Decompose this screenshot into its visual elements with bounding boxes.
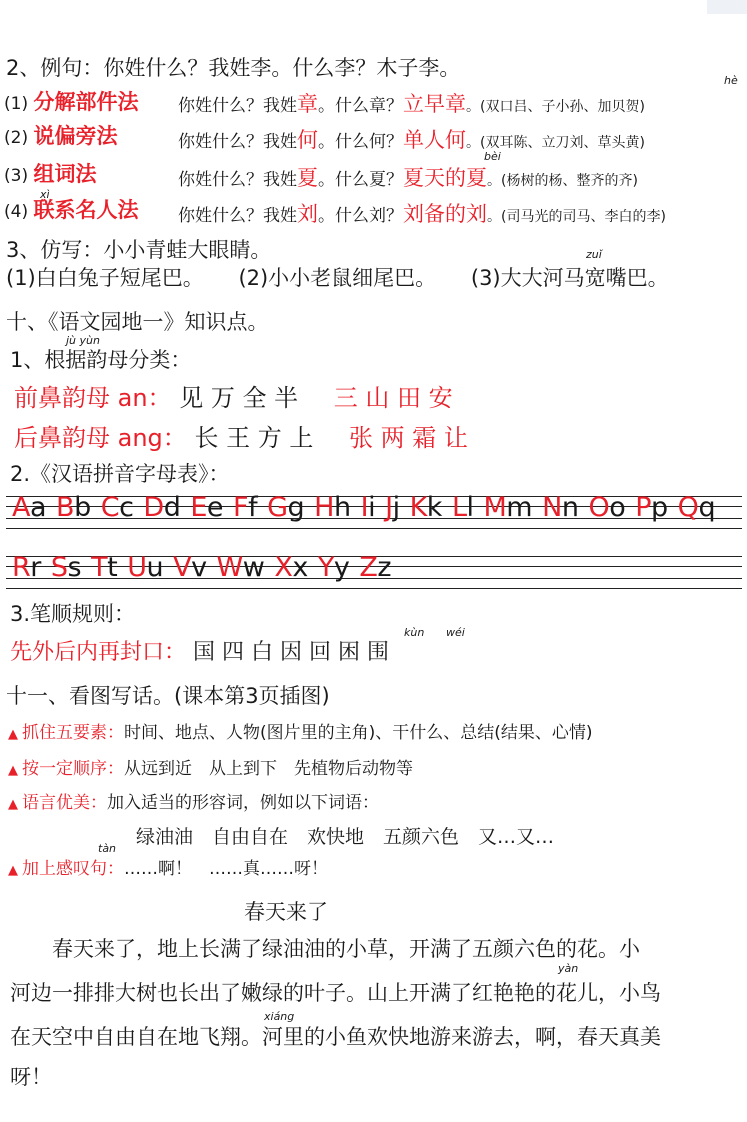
triangle-icon: ▲ bbox=[8, 863, 18, 878]
alphabet-capital: T bbox=[91, 552, 108, 583]
imitate-heading: 3、仿写：小小青蛙大眼睛。 bbox=[6, 238, 272, 262]
alphabet-capital: S bbox=[50, 552, 68, 583]
alphabet-row-1 bbox=[6, 490, 742, 530]
essay-line: 在天空中自由自在地飞翔。河里的小鱼欢快地游来游去，啊，春天真美 bbox=[10, 1025, 661, 1049]
classify-heading: 1、根据韵母分类： bbox=[10, 348, 192, 372]
alphabet-capital: G bbox=[267, 492, 288, 523]
method-question: 你姓什么？我姓 bbox=[178, 96, 297, 116]
method-question-2: 。什么夏？ bbox=[318, 170, 403, 190]
method-sentence bbox=[178, 126, 645, 154]
method-answer: 夏天的夏 bbox=[403, 166, 487, 190]
triangle-icon: ▲ bbox=[8, 797, 18, 812]
method-note: 。(司马光的司马、李白的李) bbox=[487, 209, 666, 225]
pinyin-bei: bèi bbox=[484, 150, 501, 163]
imitate-item: (3)大大河马宽嘴巴。 bbox=[470, 266, 669, 290]
back-nasal-code: ang： bbox=[117, 424, 187, 452]
front-nasal-code: an： bbox=[117, 384, 172, 412]
alphabet-capital: B bbox=[56, 492, 75, 523]
method-char: 章 bbox=[297, 92, 318, 116]
method-answer: 刘备的刘 bbox=[403, 202, 487, 226]
word-list: 绿油油 自由自在 欢快地 五颜六色 又…又… bbox=[136, 826, 555, 848]
method-sentence bbox=[178, 164, 638, 192]
alphabet-capital: X bbox=[274, 552, 293, 583]
tip-row bbox=[8, 758, 413, 782]
alphabet-capital: O bbox=[588, 492, 610, 523]
back-nasal-row bbox=[14, 422, 468, 454]
method-num: (2) bbox=[4, 128, 29, 148]
alphabet-capital: Q bbox=[677, 492, 699, 523]
alphabet-lower: c bbox=[119, 492, 134, 523]
tip-label: 按一定顺序： bbox=[22, 759, 124, 779]
back-nasal-label: 后鼻韵母 bbox=[14, 424, 110, 452]
method-row bbox=[4, 196, 139, 224]
alphabet-capital: K bbox=[409, 492, 427, 523]
method-char: 何 bbox=[297, 128, 318, 152]
method-answer: 立早章 bbox=[403, 92, 466, 116]
tip-text: ……啊！ ……真……呀！ bbox=[124, 859, 328, 879]
alphabet-lower: r bbox=[30, 552, 41, 583]
triangle-icon: ▲ bbox=[8, 727, 18, 742]
alphabet-capital: Y bbox=[317, 552, 334, 583]
alphabet-capital: E bbox=[190, 492, 207, 523]
alphabet-capital: A bbox=[12, 492, 30, 523]
alphabet-lower: o bbox=[609, 492, 626, 523]
method-question: 你姓什么？我姓 bbox=[178, 170, 297, 190]
page-corner bbox=[707, 0, 747, 14]
method-name: 组词法 bbox=[33, 162, 97, 186]
alphabet-lower: t bbox=[107, 552, 118, 583]
pinyin-ju-yun: jù yùn bbox=[66, 334, 100, 347]
alphabet-capital: I bbox=[360, 492, 369, 523]
front-nasal-answers: 三 山 田 安 bbox=[333, 384, 453, 412]
alphabet-capital: F bbox=[233, 492, 249, 523]
alphabet-letters-1 bbox=[12, 492, 725, 524]
stroke-heading: 3.笔顺规则： bbox=[10, 602, 136, 626]
triangle-icon: ▲ bbox=[8, 763, 18, 778]
alphabet-lower: y bbox=[333, 552, 350, 583]
tip-text: 加入适当的形容词，例如以下词语： bbox=[107, 793, 379, 813]
method-question: 你姓什么？我姓 bbox=[178, 206, 297, 226]
method-row bbox=[4, 122, 118, 150]
method-name: 说偏旁法 bbox=[33, 124, 118, 148]
alphabet-lower: u bbox=[146, 552, 164, 583]
stroke-rule: 先外后内再封口： bbox=[10, 640, 187, 665]
stroke-examples: 国 四 白 因 回 困 围 bbox=[193, 640, 389, 665]
method-question-2: 。什么刘？ bbox=[318, 206, 403, 226]
imitate-line bbox=[6, 264, 669, 292]
alphabet-lower: j bbox=[392, 492, 400, 523]
alphabet-letters-2 bbox=[12, 552, 401, 584]
method-note: 。(双口吕、子小孙、加贝贺) bbox=[466, 99, 645, 115]
pinyin-kun: kùn bbox=[404, 626, 425, 639]
tip-row bbox=[8, 792, 379, 816]
essay-line: 河边一排排大树也长出了嫩绿的叶子。山上开满了红艳艳的花儿，小鸟 bbox=[10, 981, 661, 1005]
method-question-2: 。什么何？ bbox=[318, 132, 403, 152]
pinyin-he: hè bbox=[724, 74, 738, 87]
alphabet-lower: g bbox=[287, 492, 305, 523]
alphabet-capital: V bbox=[173, 552, 192, 583]
alphabet-capital: C bbox=[100, 492, 120, 523]
alphabet-lower: i bbox=[368, 492, 376, 523]
method-name: 联系名人法 bbox=[33, 198, 139, 222]
alphabet-capital: J bbox=[385, 492, 393, 523]
pinyin-yan: yàn bbox=[558, 962, 579, 975]
alphabet-lower: f bbox=[248, 492, 258, 523]
back-nasal-examples: 长 王 方 上 bbox=[194, 424, 314, 452]
alphabet-lower: q bbox=[698, 492, 716, 523]
method-note: 。(杨树的杨、整齐的齐) bbox=[487, 173, 638, 189]
pinyin-zui: zuǐ bbox=[586, 248, 602, 261]
alphabet-capital: M bbox=[483, 492, 507, 523]
alphabet-lower: w bbox=[242, 552, 265, 583]
essay-line: 春天来了，地上长满了绿油油的小草，开满了五颜六色的花。小 bbox=[10, 937, 640, 961]
alphabet-capital: Z bbox=[359, 552, 378, 583]
alphabet-capital: D bbox=[143, 492, 164, 523]
alphabet-capital: P bbox=[635, 492, 652, 523]
alphabet-capital: L bbox=[451, 492, 467, 523]
method-num: (1) bbox=[4, 94, 29, 114]
imitate-item: (2)小小老鼠细尾巴。 bbox=[238, 266, 437, 290]
back-nasal-answers: 张 两 霜 让 bbox=[348, 424, 468, 452]
tip-label: 语言优美： bbox=[22, 793, 107, 813]
section-ten-heading: 十、《语文园地一》知识点。 bbox=[6, 310, 269, 334]
pinyin-tan: tàn bbox=[98, 842, 117, 855]
front-nasal-examples: 见 万 全 半 bbox=[179, 384, 299, 412]
method-char: 刘 bbox=[297, 202, 318, 226]
alphabet-capital: W bbox=[216, 552, 243, 583]
method-row bbox=[4, 88, 139, 116]
section-eleven-heading: 十一、看图写话。(课本第3页插图) bbox=[6, 684, 330, 708]
tip-row bbox=[8, 858, 328, 882]
example-heading: 2、例句：你姓什么？我姓李。什么李？木子李。 bbox=[6, 56, 461, 80]
tip-text: 从远到近 从上到下 先植物后动物等 bbox=[124, 759, 413, 779]
method-num: (3) bbox=[4, 166, 29, 186]
method-char: 夏 bbox=[297, 166, 318, 190]
alphabet-lower: s bbox=[67, 552, 82, 583]
alphabet-lower: a bbox=[29, 492, 47, 523]
method-num: (4) bbox=[4, 202, 29, 222]
alphabet-lower: b bbox=[74, 492, 91, 523]
method-note: 。(双耳陈、立刀刘、草头黄) bbox=[466, 135, 645, 151]
alphabet-lower: e bbox=[206, 492, 224, 523]
alphabet-capital: H bbox=[314, 492, 334, 523]
front-nasal-label: 前鼻韵母 bbox=[14, 384, 110, 412]
alphabet-capital: R bbox=[12, 552, 31, 583]
tip-label: 抓住五要素： bbox=[22, 723, 124, 743]
alphabet-lower: p bbox=[651, 492, 668, 523]
stroke-rule-row bbox=[10, 638, 389, 668]
alphabet-lower: m bbox=[506, 492, 533, 523]
pinyin-xiang: xiáng bbox=[264, 1010, 295, 1023]
alphabet-heading: 2.《汉语拼音字母表》： bbox=[10, 462, 230, 486]
alphabet-lower: n bbox=[561, 492, 579, 523]
alphabet-lower: k bbox=[426, 492, 442, 523]
method-name: 分解部件法 bbox=[33, 90, 139, 114]
alphabet-lower: d bbox=[163, 492, 181, 523]
pinyin-xi: xì bbox=[40, 188, 50, 201]
method-sentence bbox=[178, 90, 645, 118]
method-answer: 单人何 bbox=[403, 128, 466, 152]
imitate-item: (1)白白兔子短尾巴。 bbox=[6, 266, 204, 290]
method-sentence bbox=[178, 200, 666, 228]
alphabet-lower: l bbox=[466, 492, 474, 523]
front-nasal-row bbox=[14, 382, 453, 414]
pinyin-wei: wéi bbox=[446, 626, 465, 639]
tip-label: 加上感叹句： bbox=[22, 859, 124, 879]
essay-title: 春天来了 bbox=[244, 900, 328, 924]
method-question: 你姓什么？我姓 bbox=[178, 132, 297, 152]
alphabet-lower: h bbox=[333, 492, 351, 523]
alphabet-row-2 bbox=[6, 550, 742, 590]
method-row bbox=[4, 160, 97, 188]
alphabet-lower: z bbox=[377, 552, 391, 583]
tip-row bbox=[8, 722, 593, 746]
tip-text: 时间、地点、人物(图片里的主角)、干什么、总结(结果、心情) bbox=[124, 723, 593, 743]
method-question-2: 。什么章？ bbox=[318, 96, 403, 116]
essay-line: 呀！ bbox=[10, 1065, 52, 1089]
alphabet-lower: v bbox=[191, 552, 207, 583]
alphabet-capital: U bbox=[127, 552, 147, 583]
alphabet-lower: x bbox=[292, 552, 308, 583]
alphabet-capital: N bbox=[542, 492, 562, 523]
